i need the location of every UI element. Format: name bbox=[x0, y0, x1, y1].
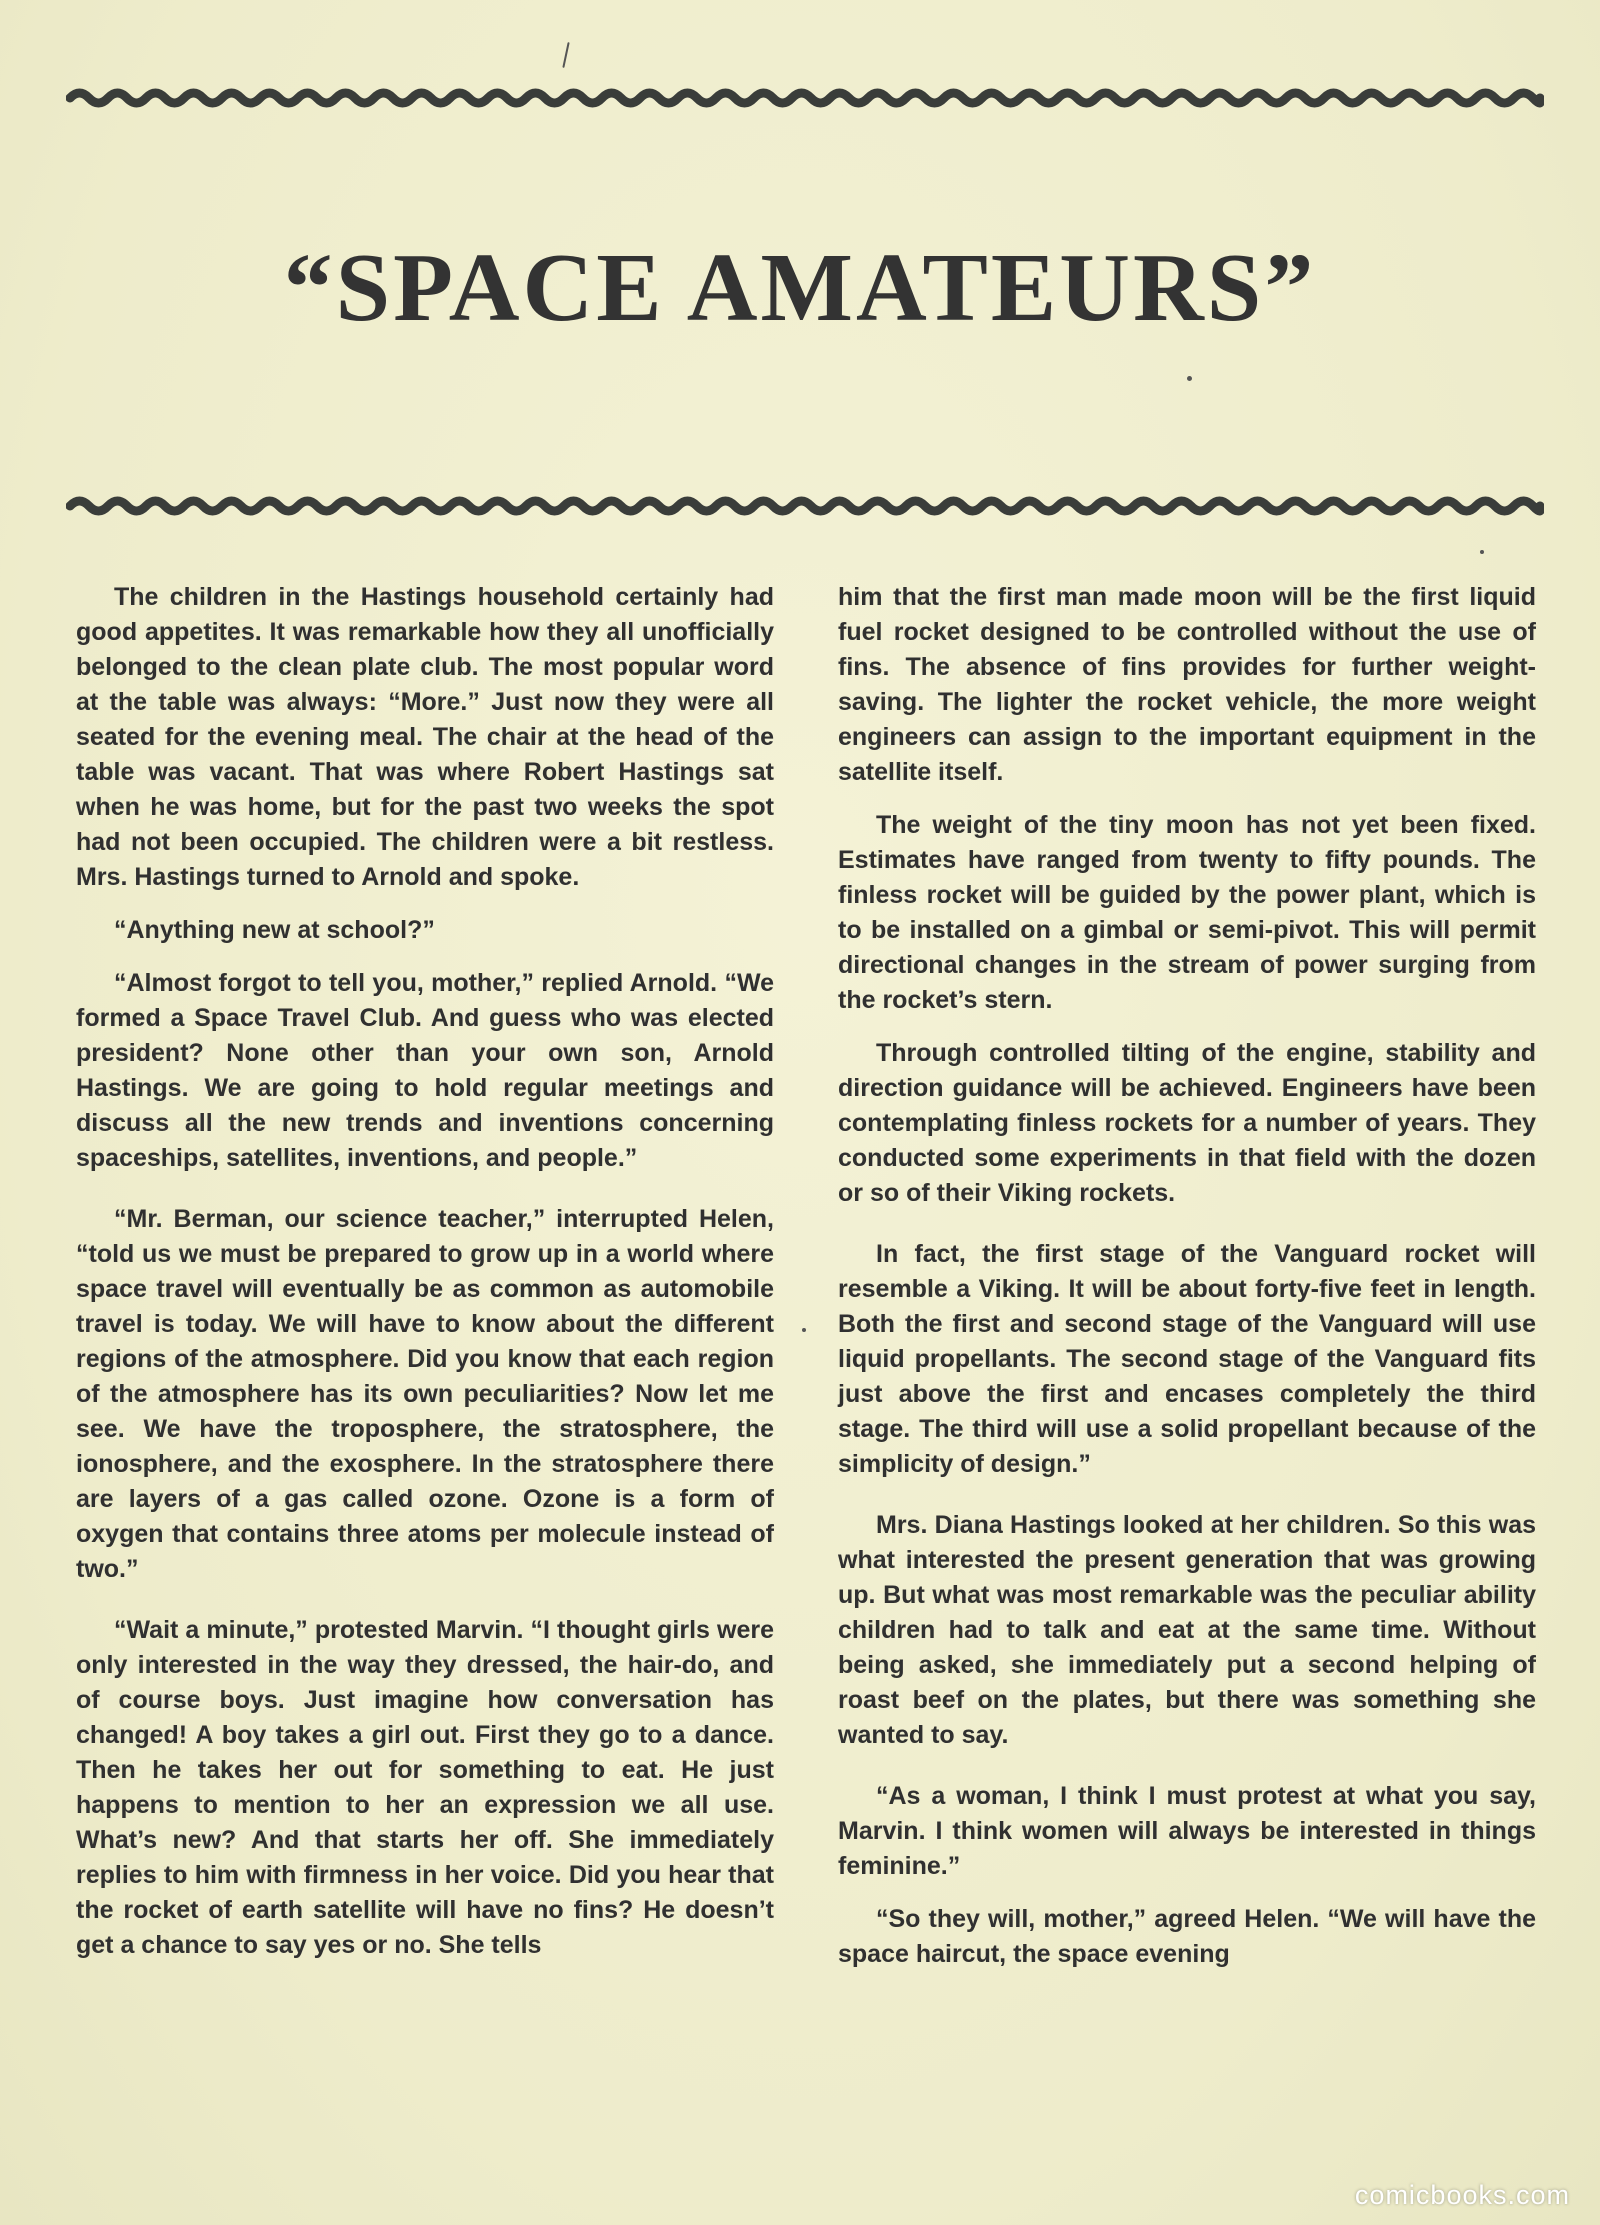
paragraph: Mrs. Diana Hastings looked at her children. So this was what interested the present generation that was growing up. But what was most remarkable was the peculiar ability children had to talk and eat at the same time. Without being asked, she immediately put a second helping of roast beef on the plates, but there was something she wanted to say. bbox=[838, 1511, 1536, 1749]
left-column bbox=[76, 580, 774, 1981]
paragraph: “Anything new at school?” bbox=[114, 916, 435, 944]
paragraph: In fact, the first stage of the Vanguard rocket will resemble a Viking. It will be about forty-five feet in length. Both the first and second stage of the Vanguard will use liquid propellants. The second stage of the Vanguard fits just above the first and encases completely the third stage. The third will use a solid propellant because of the simplicity of design.” bbox=[838, 1240, 1536, 1478]
page-title: “SPACE AMATEURS” bbox=[283, 234, 1317, 342]
paragraph: “As a woman, I think I must protest at what you say, Marvin. I think women will always be interested in things feminine.” bbox=[838, 1782, 1536, 1880]
paragraph: “Almost forgot to tell you, mother,” replied Arnold. “We formed a Space Travel Club. And guess who was elected president? None other than your own son, Arnold Hastings. We are going to hold regular meetings and discuss all the new trends and inventions concerning spaceships, satellites, inventions, and people.” bbox=[76, 969, 774, 1172]
ink-speck bbox=[1480, 550, 1484, 554]
ink-speck bbox=[802, 1328, 806, 1332]
ink-speck bbox=[562, 42, 569, 68]
watermark: comicbooks.com bbox=[1354, 2180, 1570, 2210]
paragraph: him that the first man made moon will be the first liquid fuel rocket designed to be controlled without the use of fins. The absence of fins provides for further weight-saving. The lighter the rocket vehicle, the more weight engineers can assign to the important equipment in the satellite itself. bbox=[838, 583, 1536, 786]
paragraph: The weight of the tiny moon has not yet been fixed. Estimates have ranged from twenty to fifty pounds. The finless rocket will be guided by the power plant, which is to be installed on a gimbal or semi-pivot. This will permit directional changes in the stream of power surging from the rocket’s stern. bbox=[838, 811, 1536, 1014]
ink-speck bbox=[1187, 376, 1192, 381]
paragraph: “Wait a minute,” protested Marvin. “I thought girls were only interested in the way they dressed, the hair-do, and of course boys. Just imagine how conversation has changed! A boy takes a girl out. First they go to a dance. Then he takes her out for something to eat. He just happens to mention to her an expression we all use. What’s new? And that starts her off. She immediately replies to him with firmness in her voice. Did you hear that the rocket of earth satellite will have no fins? He doesn’t get a chance to say yes or no. She tells bbox=[76, 1616, 774, 1959]
top-wavy-rule bbox=[66, 78, 1544, 118]
paragraph: “Mr. Berman, our science teacher,” interrupted Helen, “told us we must be prepared to grow up in a world where space travel will eventually be as common as automobile travel is today. We will have to know about the different regions of the atmosphere. Did you know that each region of the atmosphere has its own peculiarities? Now let me see. We have the troposphere, the stratosphere, the ionosphere, and the exosphere. In the stratosphere there are layers of a gas called ozone. Ozone is a form of oxygen that contains three atoms per molecule instead of two.” bbox=[76, 1205, 774, 1583]
paragraph: Through controlled tilting of the engine, stability and direction guidance will be achieved. Engineers have been contemplating finless rockets for a number of years. They conducted some experiments in that field with the dozen or so of their Viking rockets. bbox=[838, 1039, 1536, 1207]
paragraph: “So they will, mother,” agreed Helen. “We will have the space haircut, the space evening bbox=[838, 1905, 1536, 1968]
bottom-wavy-rule bbox=[66, 486, 1544, 526]
right-column bbox=[838, 580, 1536, 1990]
paragraph: The children in the Hastings household certainly had good appetites. It was remarkable how they all unofficially belonged to the clean plate club. The most popular word at the table was always: “More.” Just now they were all seated for the evening meal. The chair at the head of the table was vacant. That was where Robert Hastings sat when he was home, but for the past two weeks the spot had not been occupied. The children were a bit restless. Mrs. Hastings turned to Arnold and spoke. bbox=[76, 583, 774, 891]
